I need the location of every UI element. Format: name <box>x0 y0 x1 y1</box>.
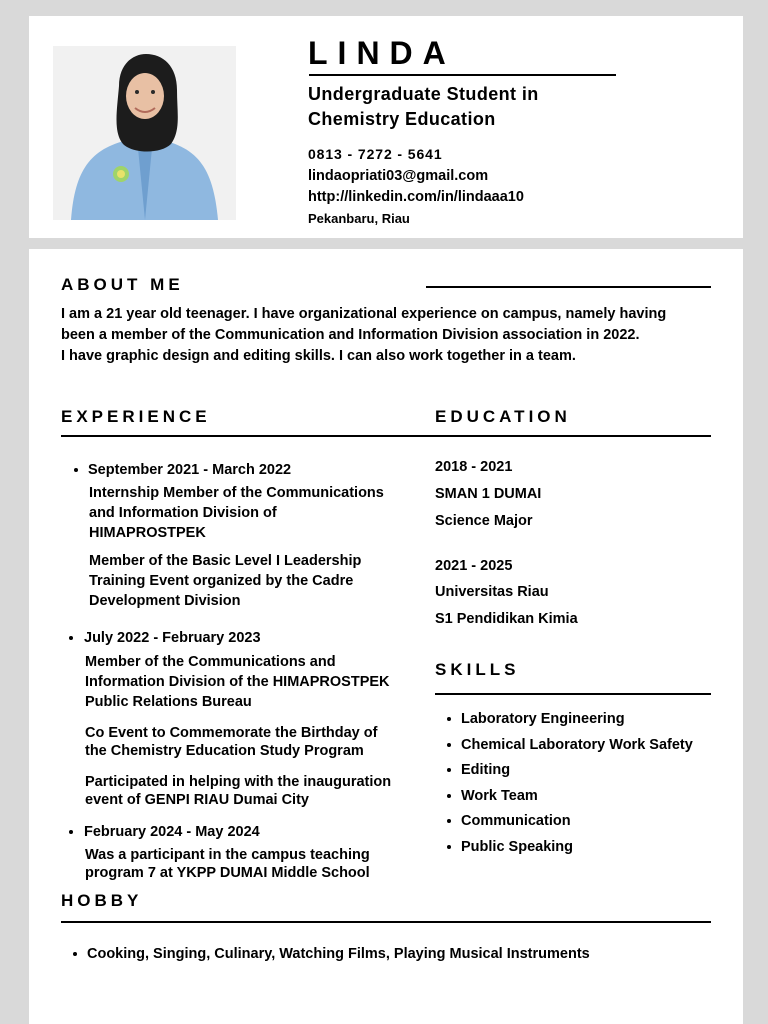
job-title-line-2: Chemistry Education <box>308 109 496 129</box>
skill-item: Public Speaking <box>461 839 573 855</box>
experience-desc: and Information Division of <box>89 505 277 521</box>
experience-desc: Public Relations Bureau <box>85 694 252 710</box>
job-title <box>308 82 628 132</box>
experience-period: February 2024 - May 2024 <box>84 824 260 840</box>
experience-desc: Member of the Basic Level I Leadership <box>89 553 362 569</box>
experience-desc: Information Division of the HIMAPROSTPEK <box>85 674 390 690</box>
experience-desc: Training Event organized by the Cadre <box>89 573 354 589</box>
bullet <box>73 952 77 956</box>
education-title: EDUCATION <box>435 407 571 426</box>
about-line-2: been a member of the Communication and Information Division association in 2022. <box>61 327 640 343</box>
experience-desc: Development Division <box>89 593 241 609</box>
experience-period: July 2022 - February 2023 <box>84 630 261 646</box>
bullet <box>447 768 451 772</box>
person-name: LINDA <box>308 35 456 71</box>
header-card <box>29 16 743 238</box>
experience-desc: event of GENPI RIAU Dumai City <box>85 792 309 808</box>
hobby-text: Cooking, Singing, Culinary, Watching Films, Playing Musical Instruments <box>87 946 590 962</box>
experience-desc: Internship Member of the Communications <box>89 485 384 501</box>
about-line-3: I have graphic design and editing skills. I can also work together in a team. <box>61 348 576 364</box>
bullet <box>447 717 451 721</box>
skill-item: Communication <box>461 813 571 829</box>
skill-item: Work Team <box>461 788 538 804</box>
skills-rule <box>435 693 711 695</box>
experience-desc: Was a participant in the campus teaching <box>85 847 370 863</box>
name-underline <box>309 74 616 76</box>
about-text <box>61 304 721 367</box>
about-rule <box>426 286 711 288</box>
job-title-line-1: Undergraduate Student in <box>308 84 539 104</box>
experience-desc: the Chemistry Education Study Program <box>85 743 364 759</box>
experience-desc: Co Event to Commemorate the Birthday of <box>85 725 378 741</box>
profile-photo <box>53 46 236 220</box>
education-school: Universitas Riau <box>435 584 549 600</box>
hobby-title: HOBBY <box>61 891 143 910</box>
experience-desc: program 7 at YKPP DUMAI Middle School <box>85 865 370 881</box>
phone-number: 0813 - 7272 - 5641 <box>308 146 443 162</box>
experience-title: EXPERIENCE <box>61 407 211 426</box>
location: Pekanbaru, Riau <box>308 211 410 226</box>
email-address[interactable]: lindaopriati03@gmail.com <box>308 168 489 184</box>
education-major: S1 Pendidikan Kimia <box>435 611 578 627</box>
bullet <box>447 794 451 798</box>
experience-desc: Member of the Communications and <box>85 654 336 670</box>
skill-item: Editing <box>461 762 511 778</box>
education-school: SMAN 1 DUMAI <box>435 486 542 502</box>
education-years: 2018 - 2021 <box>435 459 513 475</box>
experience-desc: HIMAPROSTPEK <box>89 525 206 541</box>
bullet <box>447 743 451 747</box>
body-card <box>29 249 743 1024</box>
education-years: 2021 - 2025 <box>435 558 513 574</box>
education-major: Science Major <box>435 513 533 529</box>
experience-education-rule <box>61 435 711 437</box>
skill-item: Laboratory Engineering <box>461 711 625 727</box>
skill-item: Chemical Laboratory Work Safety <box>461 737 693 753</box>
bullet <box>447 845 451 849</box>
hobby-rule <box>61 921 711 923</box>
about-title: ABOUT ME <box>61 275 184 294</box>
experience-period: September 2021 - March 2022 <box>88 462 292 478</box>
bullet <box>447 819 451 823</box>
bullet <box>74 468 78 472</box>
bullet <box>69 636 73 640</box>
skills-title: SKILLS <box>435 660 520 679</box>
experience-desc: Participated in helping with the inauguration <box>85 774 392 790</box>
bullet <box>69 830 73 834</box>
about-line-1: I am a 21 year old teenager. I have organizational experience on campus, namely having <box>61 306 667 322</box>
linkedin-url[interactable]: http://linkedin.com/in/lindaaa10 <box>308 189 524 205</box>
